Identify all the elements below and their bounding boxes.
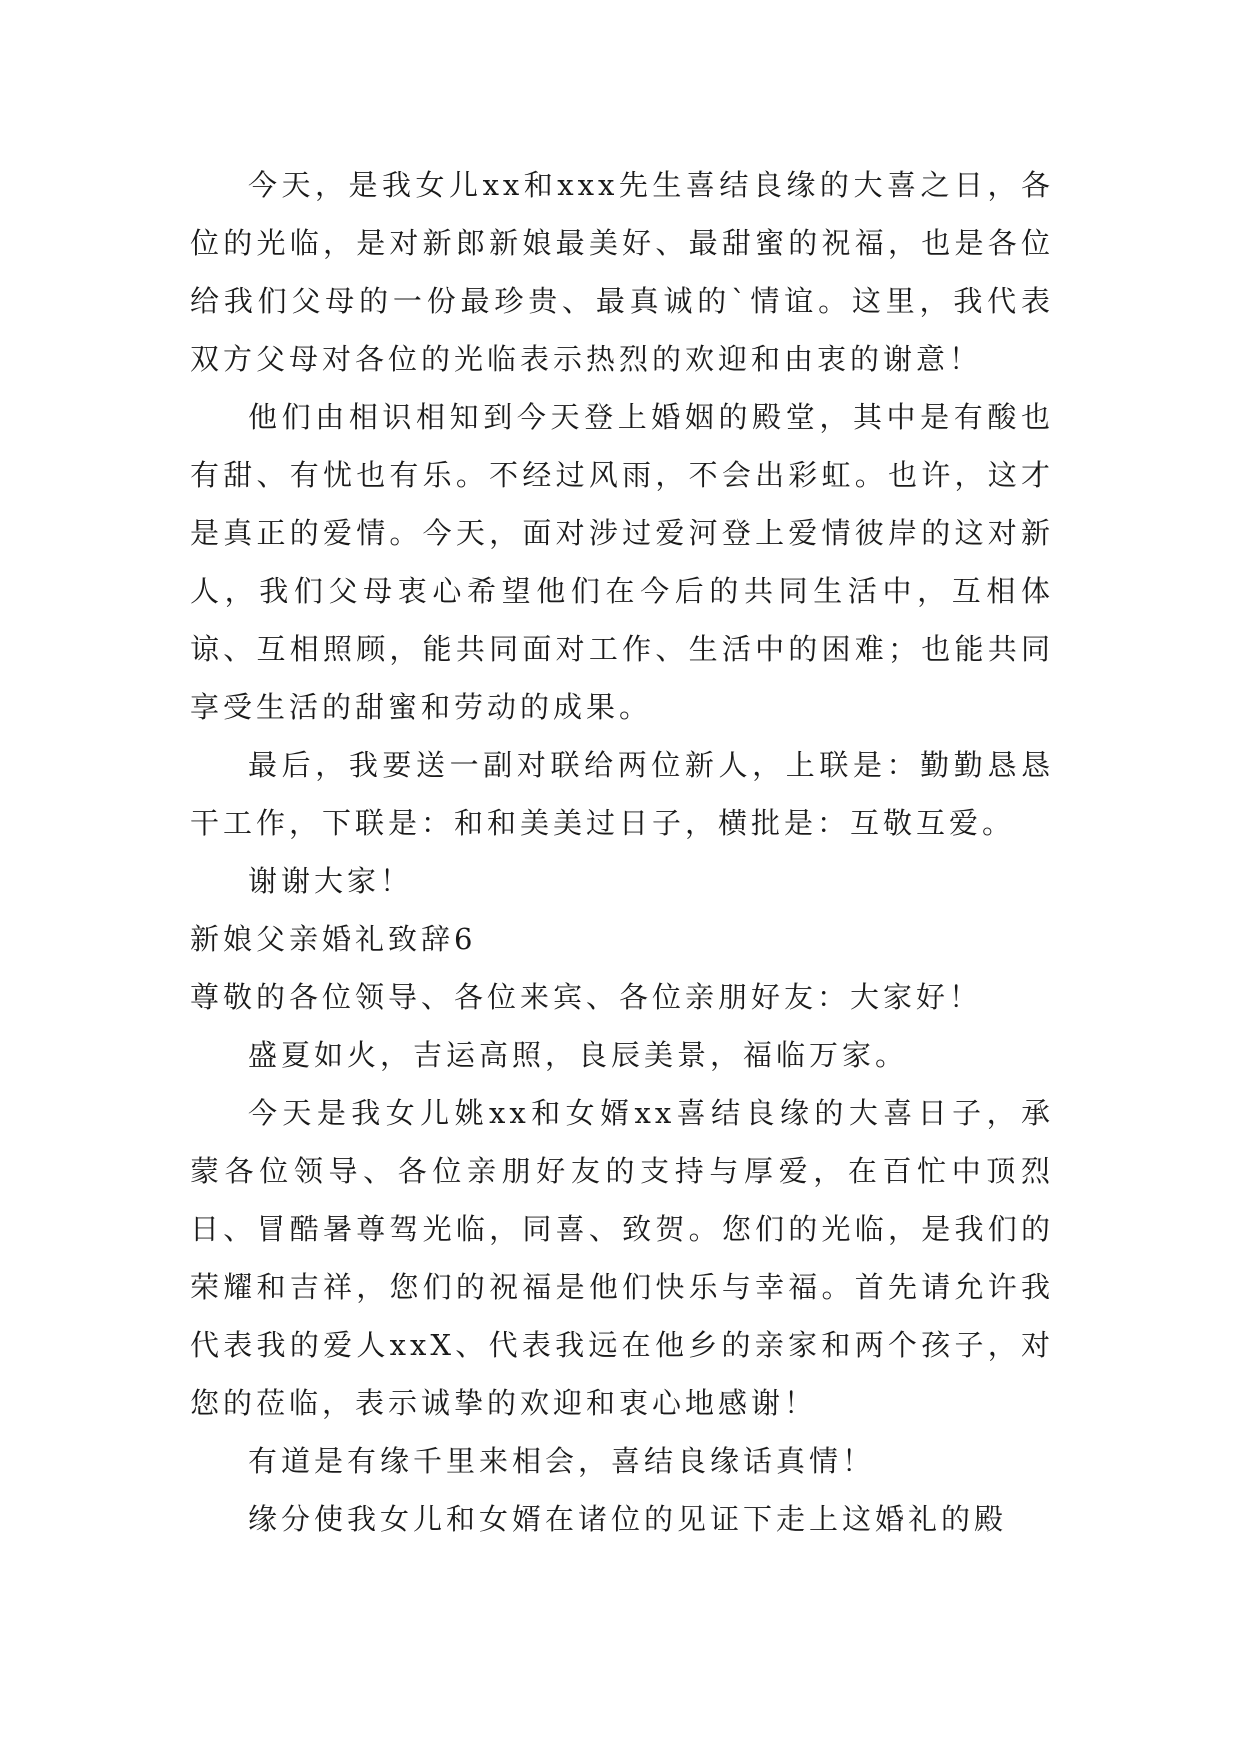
section-title: 新娘父亲婚礼致辞6 xyxy=(190,922,477,956)
salutation: 尊敬的各位领导、各位来宾、各位亲朋好友：大家好！ xyxy=(190,980,983,1014)
paragraph-wedding-day: 今天是我女儿姚xx和女婿xx喜结良缘的大喜日子，承蒙各位领导、各位亲朋好友的支持与厚爱，在百忙中顶烈日、冒酷暑尊驾光临，同喜、致贺。您们的光临，是我们的荣耀和吉祥，您们的祝福是他们快乐与幸福。首先请允许我代表我的爱人xxX、代表我远在他乡的亲家和两个孩子，对您的莅临，表示诚挚的欢迎和衷心地感谢！ xyxy=(190,1096,1054,1420)
paragraph-fate: 有道是有缘千里来相会，喜结良缘话真情！ xyxy=(248,1444,876,1478)
paragraph-welcome: 今天，是我女儿xx和xxx先生喜结良缘的大喜之日，各位的光临，是对新郎新娘最美好、最甜蜜的祝福，也是各位给我们父母的一份最珍贵、最真诚的`情谊。这里，我代表双方父母对各位的光临表示热烈的欢迎和由衷的谢意！ xyxy=(190,168,1054,376)
paragraph-greeting: 盛夏如火，吉运高照，良辰美景，福临万家。 xyxy=(248,1038,909,1072)
paragraph-continuation: 缘分使我女儿和女婿在诸位的见证下走上这婚礼的殿 xyxy=(248,1502,1008,1536)
paragraph-love-story: 他们由相识相知到今天登上婚姻的殿堂，其中是有酸也有甜、有忧也有乐。不经过风雨，不会出彩虹。也许，这才是真正的爱情。今天，面对涉过爱河登上爱情彼岸的这对新人，我们父母衷心希望他们在今后的共同生活中，互相体谅、互相照顾，能共同面对工作、生活中的困难；也能共同享受生活的甜蜜和劳动的成果。 xyxy=(190,400,1054,724)
paragraph-thanks: 谢谢大家！ xyxy=(248,864,414,898)
document-page xyxy=(190,156,1054,1548)
paragraph-couplet: 最后，我要送一副对联给两位新人，上联是：勤勤恳恳干工作，下联是：和和美美过日子，横批是：互敬互爱。 xyxy=(190,748,1054,840)
